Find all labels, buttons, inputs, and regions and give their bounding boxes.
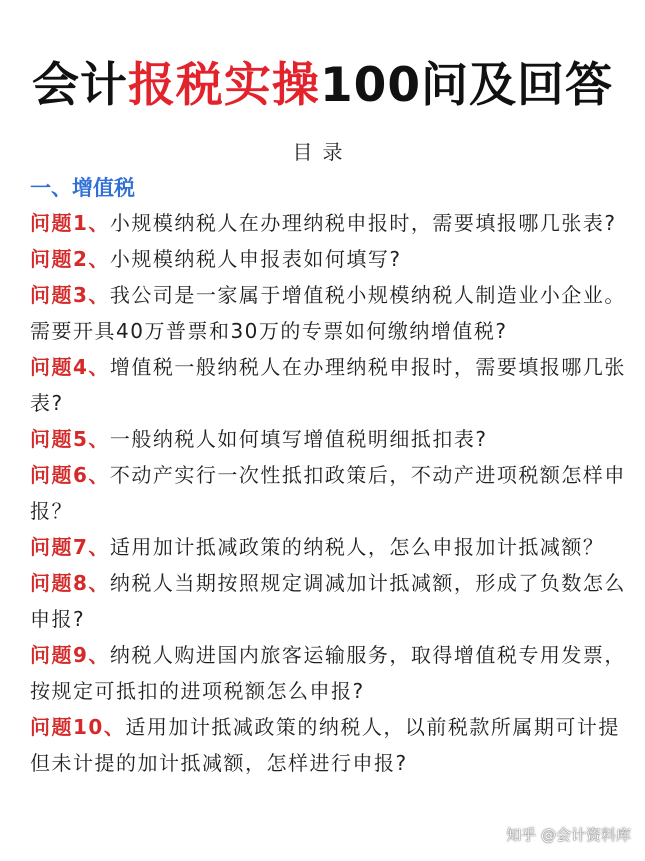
question-number: 问题9、 [30,643,110,667]
question-item-5 [30,421,630,457]
question-item-2 [30,241,630,277]
question-number: 问题6、 [30,463,110,487]
toc-label: 目录 [292,140,353,164]
question-number: 问题7、 [30,535,110,559]
question-item-9 [30,637,630,709]
question-text: 我公司是一家属于增值税小规模纳税人制造业小企业。需要开具40万普票和30万的专票如何缴纳增值税? [30,283,626,343]
question-text: 一般纳税人如何填写增值税明细抵扣表? [109,427,488,451]
page-title [0,46,645,126]
question-item-8 [30,565,630,637]
question-number: 问题2、 [30,247,110,271]
question-number: 问题10、 [30,715,126,739]
question-number: 问题5、 [30,427,110,451]
title-part-3: 100问及回答 [319,58,614,113]
watermark: 知乎 @会计资料库 [506,826,631,844]
question-text: 适用加计抵减政策的纳税人，怎么申报加计抵减额？ [109,535,605,559]
question-number: 问题1、 [30,211,110,235]
question-text: 适用加计抵减政策的纳税人，以前税款所属期可计提但未计提的加计抵减额，怎样进行申报? [30,715,620,775]
question-text: 不动产实行一次性抵扣政策后，不动产进项税额怎样申报？ [30,463,626,523]
question-number: 问题8、 [30,571,110,595]
question-item-1 [30,205,630,241]
question-text: 小规模纳税人申报表如何填写? [109,247,402,271]
question-text: 增值税一般纳税人在办理纳税申报时，需要填报哪几张表? [30,355,626,415]
question-item-7 [30,529,630,565]
title-part-2-highlight: 报税实操 [127,58,320,113]
title-part-1: 会计 [31,58,128,113]
question-text: 纳税人当期按照规定调减加计抵减额，形成了负数怎么申报? [30,571,626,631]
question-item-6 [30,457,630,529]
question-number: 问题3、 [30,283,110,307]
question-text: 纳税人购进国内旅客运输服务，取得增值税专用发票，按规定可抵扣的进项税额怎么申报? [30,643,626,703]
question-item-3 [30,277,630,349]
question-list [30,205,630,781]
question-number: 问题4、 [30,355,110,379]
section-heading: 一、增值税 [30,176,135,200]
question-text: 小规模纳税人在办理纳税申报时，需要填报哪几张表? [109,211,617,235]
question-item-4 [30,349,630,421]
question-item-10 [30,709,630,781]
